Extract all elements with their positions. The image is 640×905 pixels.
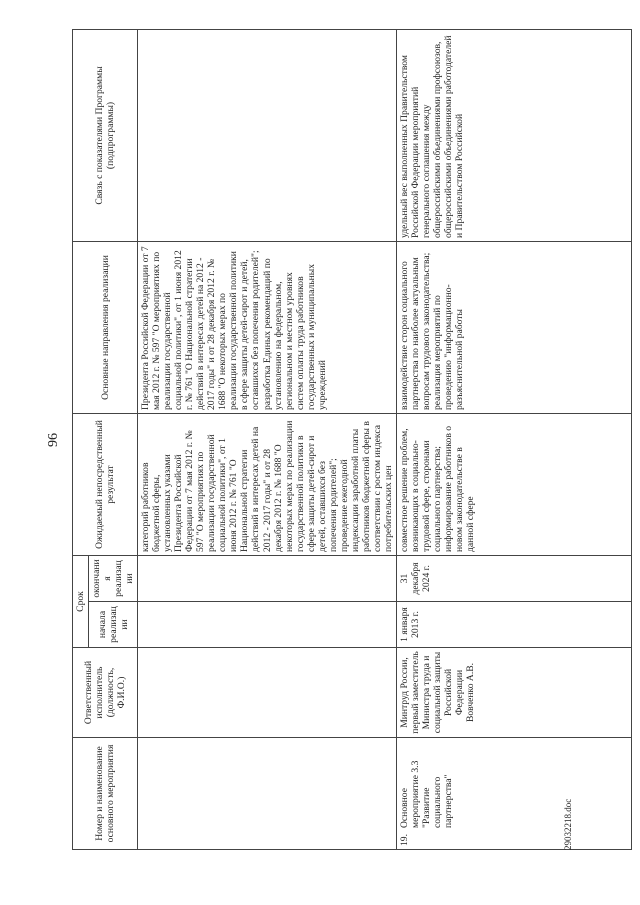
header-term-end: окончания реализации [89, 556, 138, 602]
cell-program-link [138, 30, 397, 242]
cell-program-link: удельный вес выполненных Правительством Российской Федерации мероприятий генерального соглашения между общероссийскими объединениями профсоюзов, общероссийскими объединениями работодателей и Правительством Российской [396, 30, 631, 242]
footer-file-code: 29032218.doc [563, 798, 573, 850]
cell-term-end [138, 556, 397, 602]
activity-name: Основное мероприятие 3.3 "Развитие социального партнерства" [398, 760, 454, 828]
cell-activity-name [138, 738, 397, 850]
header-directions: Основные направления реализации [73, 242, 138, 414]
header-responsible: Ответственный исполнитель (должность, Ф.И.О.) [73, 648, 138, 738]
cell-directions: Президента Российской Федерации от 7 мая 2012 г. № 597 "О мероприятиях по реализации государственной социальной политики", от 1 июня 2012 г. № 761 "О Национальной стратегии действий в интересах детей на 2012 - 2017 годы" и от 28 декабря 2012 г. № 1688 "О некоторых мерах по реализации государственной политики в сфере защиты детей-сирот и детей, оставшихся без попечения родителей"; разработка Единых рекомендаций по установлению на федеральном, региональном и местном уровнях систем оплаты труда работников государственных и муниципальных учреждений [138, 242, 397, 414]
page-number: 96 [46, 433, 61, 447]
cell-term-end: 31 декабря 2024 г. [396, 556, 631, 602]
header-expected-result: Ожидаемый непосредственный результат [73, 414, 138, 556]
header-activity-name: Номер и наименование основного мероприятия [73, 738, 138, 850]
rotated-content [40, 30, 580, 850]
cell-directions: взаимодействие сторон социального партнерства по наиболее актуальным вопросам трудового законодательства; реализация мероприятий по проведению "информационно-разъяснительной работы [396, 242, 631, 414]
cell-term-start [138, 602, 397, 648]
activities-table [72, 29, 632, 850]
cell-responsible [138, 648, 397, 738]
table-row [138, 30, 397, 850]
cell-activity-name [396, 738, 631, 850]
header-program-link: Связь с показателями Программы (подпрограммы) [73, 30, 138, 242]
cell-expected-result: совместное решение проблем, возникающих в социально-трудовой сфере, сторонами социального партнерства; информирование работников о новом законодательстве в данной сфере [396, 414, 631, 556]
header-term-start: начала реализации [89, 602, 138, 648]
table-row [396, 30, 631, 850]
header-row-1 [73, 30, 89, 850]
cell-expected-result: категорий работников бюджетной сферы, установленных указами Президента Российской Федерации от 7 мая 2012 г. № 597 "О мероприятиях по реализации государственной социальной политики", от 1 июня 2012 г. № 761 "О Национальной стратегии действий в интересах детей на 2012 - 2017 годы" и от 28 декабря 2012 г. № 1688 "О некоторых мерах по реализации государственной политики в сфере защиты детей-сирот и детей, оставшихся без попечения родителей"; проведение ежегодной индексации заработной платы работников бюджетной сферы в соответствии с ростом индекса потребительских цен [138, 414, 397, 556]
row-number: 19. [398, 834, 410, 846]
cell-term-start: 1 января 2013 г. [396, 602, 631, 648]
header-term: Срок [73, 556, 89, 648]
cell-responsible: Минтруд России, первый заместитель Министра труда и социальной защиты Российской Федерации Вовченко А.В. [396, 648, 631, 738]
